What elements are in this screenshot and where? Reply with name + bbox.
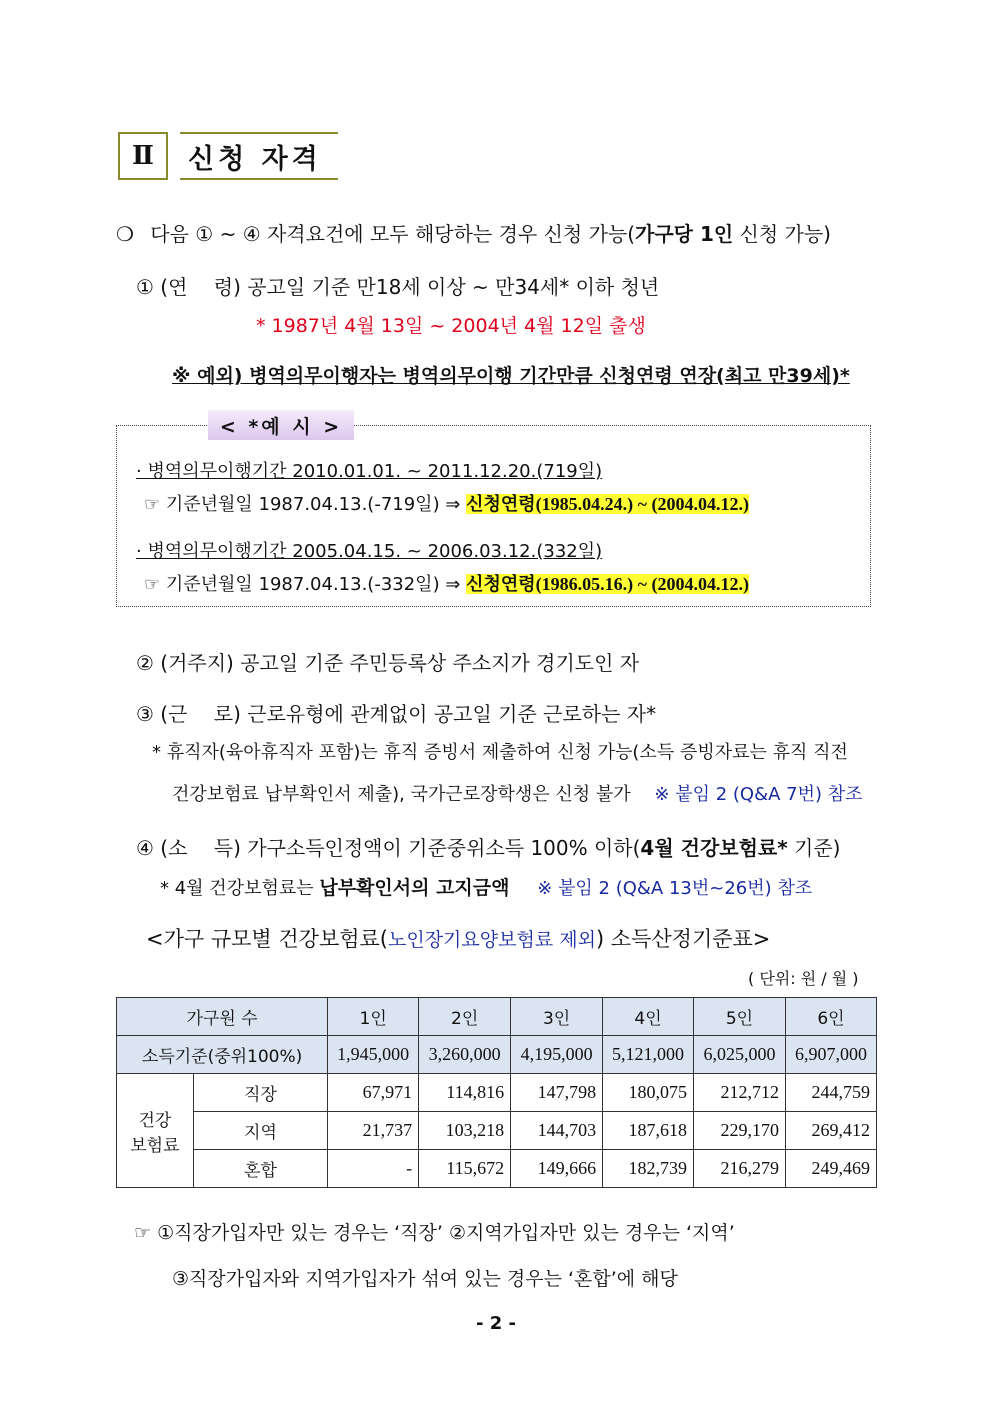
intro-text: 다음 ① ~ ④ 자격요건에 모두 해당하는 경우 신청 가능(	[150, 222, 636, 246]
intro-line	[116, 218, 831, 247]
table-cell: 103,218	[419, 1112, 511, 1150]
income-cell: 4,195,000	[511, 1036, 603, 1074]
req3-ref: ※ 붙임 2 (Q&A 7번) 참조	[654, 784, 863, 805]
table-unit: ( 단위: 원 / 월 )	[748, 969, 859, 988]
table-row-income	[117, 1036, 877, 1074]
table-title	[146, 923, 770, 953]
table-cell: 229,170	[694, 1112, 786, 1150]
header-6: 6인	[785, 998, 876, 1036]
group-label-1: 건강	[138, 1110, 172, 1131]
header-1: 1인	[328, 998, 419, 1036]
table-title-pre: <가구 규모별 건강보험료(	[146, 927, 388, 951]
table-title-blue: 노인장기요양보험료 제외	[388, 929, 596, 951]
req2-text: ② (거주지) 공고일 기준 주민등록상 주소지가 경기도인 자	[136, 651, 640, 675]
group-label	[117, 1074, 194, 1188]
page-number: - 2 -	[476, 1313, 516, 1334]
header-household: 가구원 수	[117, 998, 328, 1036]
req4-main: ④ (소 득) 가구소득인정액이 기준중위소득 100% 이하(	[136, 836, 641, 860]
table-cell: 149,666	[511, 1150, 603, 1188]
req3-note-2-text: 건강보험료 납부확인서 제출), 국가근로장학생은 신청 불가	[172, 784, 631, 805]
table-cell: 249,469	[785, 1150, 876, 1188]
intro-bold: 가구당 1인	[635, 222, 734, 246]
group-label-2: 보험료	[130, 1135, 180, 1156]
footnote-line-1: ☞ ①직장가입자만 있는 경우는 ‘직장’ ②지역가입자만 있는 경우는 ‘지역’	[134, 1222, 735, 1244]
table-cell: 180,075	[603, 1074, 694, 1112]
table-cell: 21,737	[328, 1112, 419, 1150]
income-cell: 1,945,000	[328, 1036, 419, 1074]
table-row	[117, 1112, 877, 1150]
table-cell: 114,816	[419, 1074, 511, 1112]
example-result-2: 신청연령(1986.05.16.) ~ (2004.04.12.)	[466, 574, 750, 594]
example-calc-text-2: ☞ 기준년월일 1987.04.13.(-332일) ⇒	[144, 574, 467, 595]
table-cell: 67,971	[328, 1074, 419, 1112]
intro-tail: 신청 가능)	[733, 222, 831, 246]
req3-note-1: * 휴직자(육아휴직자 포함)는 휴직 증빙서 제출하여 신청 가능(소득 증빙자료는 휴직 직전	[152, 742, 848, 763]
table-title-post: ) 소득산정기준표>	[595, 927, 771, 951]
example-tag: < *예 시 >	[208, 410, 354, 440]
intro-bullet: ❍	[116, 222, 134, 246]
income-cell: 3,260,000	[419, 1036, 511, 1074]
table-row	[117, 1150, 877, 1188]
table-cell: -	[328, 1150, 419, 1188]
header-3: 3인	[511, 998, 603, 1036]
table-cell: 115,672	[419, 1150, 511, 1188]
income-cell: 6,907,000	[785, 1036, 876, 1074]
req4-ref: ※ 붙임 2 (Q&A 13번~26번) 참조	[537, 878, 813, 899]
example-period-2: · 병역의무이행기간 2005.04.15. ~ 2006.03.12.(332일)	[136, 541, 603, 562]
table-cell: 144,703	[511, 1112, 603, 1150]
header-2: 2인	[419, 998, 511, 1036]
income-cell: 5,121,000	[603, 1036, 694, 1074]
row-label: 지역	[193, 1112, 327, 1150]
example-calc-2	[144, 570, 749, 596]
exception-note: ※ 예외) 병역의무이행자는 병역의무이행 기간만큼 신청연령 연장(최고 만39세)*	[172, 365, 850, 387]
req4-tail: 기준)	[787, 836, 841, 860]
table-cell: 216,279	[694, 1150, 786, 1188]
req3-note-2	[172, 780, 863, 806]
table-cell: 182,739	[603, 1150, 694, 1188]
income-label: 소득기준(중위100%)	[117, 1036, 328, 1074]
row-label: 직장	[193, 1074, 327, 1112]
req1-text: ① (연 령) 공고일 기준 만18세 이상 ~ 만34세* 이하 청년	[136, 275, 660, 299]
header-5: 5인	[694, 998, 786, 1036]
example-result-1: 신청연령(1985.04.24.) ~ (2004.04.12.)	[466, 494, 750, 514]
income-table	[116, 997, 877, 1188]
header-4: 4인	[603, 998, 694, 1036]
req4-text	[136, 832, 841, 861]
table-cell: 212,712	[694, 1074, 786, 1112]
req1-note: * 1987년 4월 13일 ~ 2004년 4월 12일 출생	[256, 315, 646, 337]
example-calc-1	[144, 490, 749, 516]
table-cell: 244,759	[785, 1074, 876, 1112]
table-row	[117, 1074, 877, 1112]
table-cell: 269,412	[785, 1112, 876, 1150]
example-period-1: · 병역의무이행기간 2010.01.01. ~ 2011.12.20.(719일)	[136, 461, 603, 482]
req4-note-bold: 납부확인서의 고지금액	[319, 877, 510, 899]
section-title: 신청 자격	[180, 132, 338, 180]
row-label: 혼합	[193, 1150, 327, 1188]
section-number: Ⅱ	[118, 132, 168, 180]
footnote-line-2: ③직장가입자와 지역가입자가 섞여 있는 경우는 ‘혼합’에 해당	[172, 1268, 678, 1290]
income-cell: 6,025,000	[694, 1036, 786, 1074]
req4-note-pre: * 4월 건강보험료는	[160, 878, 320, 899]
example-calc-text-1: ☞ 기준년월일 1987.04.13.(-719일) ⇒	[144, 494, 467, 515]
req4-bold: 4월 건강보험료*	[640, 836, 788, 860]
req4-note	[160, 873, 812, 900]
req3-text: ③ (근 로) 근로유형에 관계없이 공고일 기준 근로하는 자*	[136, 702, 657, 726]
table-header-row	[117, 998, 877, 1036]
table-cell: 147,798	[511, 1074, 603, 1112]
table-cell: 187,618	[603, 1112, 694, 1150]
